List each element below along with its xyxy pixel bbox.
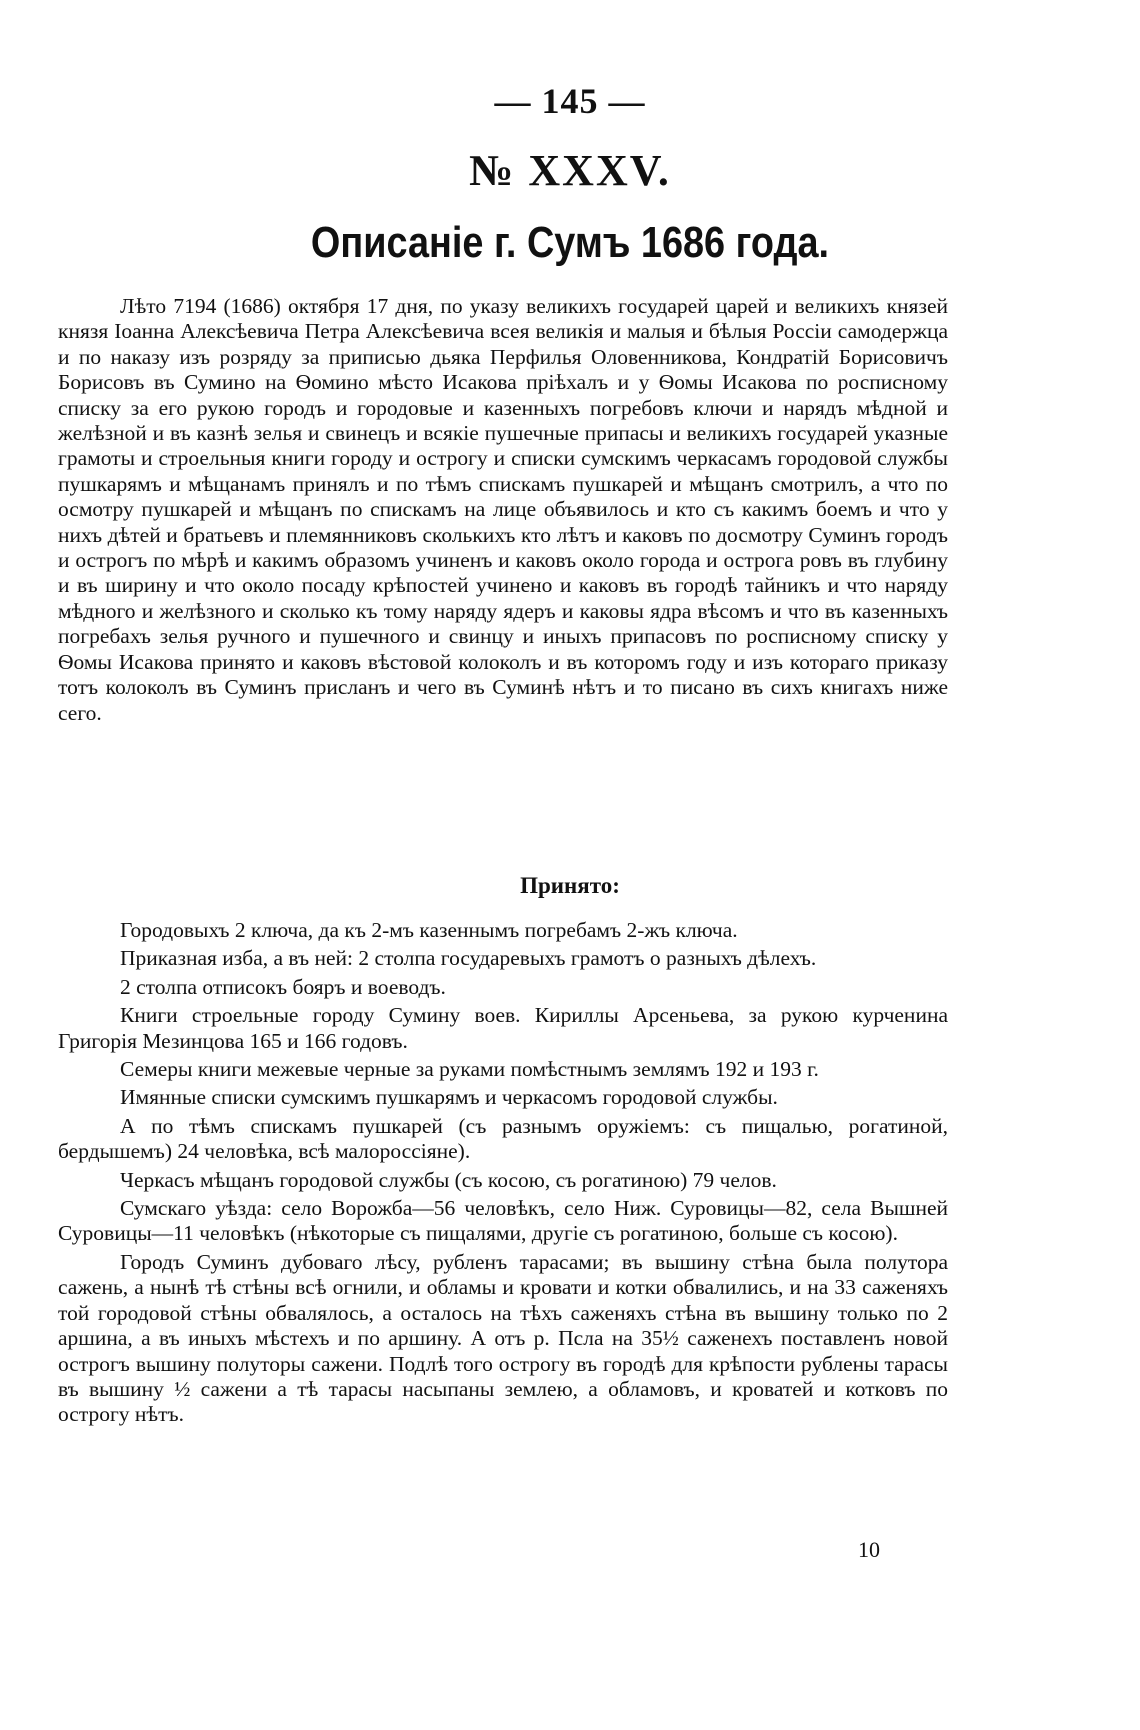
page-number: — 145 — — [494, 81, 646, 121]
inventory-entry-villages: Сумскаго уѣзда: село Ворожба—56 человѣкъ, село Ниж. Суровицы—82, села Вышней Суровицы—11 человѣкъ (нѣкоторые съ пищалями, другіе съ рогатиною, больше съ косою). — [58, 1196, 948, 1246]
sheet-signature: 10 — [858, 1537, 880, 1562]
inventory-entry-name-lists: Имянные списки сумскимъ пушкарямъ и черкасомъ городовой службы. — [120, 1085, 778, 1110]
inventory-entry-land-books: Семеры книги межевые черные за руками помѣстнымъ землямъ 192 и 193 г. — [120, 1057, 819, 1082]
document-number: № XXXV. — [469, 146, 671, 195]
inventory-entry-office-hut: Приказная изба, а въ ней: 2 столпа государевыхъ грамотъ о разныхъ дѣлехъ. — [120, 946, 817, 971]
inventory-entry-keys: Городовыхъ 2 ключа, да къ 2-мъ казеннымъ погребамъ 2-жъ ключа. — [120, 918, 738, 942]
inventory-entry-townsmen: Черкасъ мѣщанъ городовой службы (съ косою, съ рогатиною) 79 челов. — [120, 1167, 777, 1192]
intro-paragraph: Лѣто 7194 (1686) октября 17 дня, по указу великихъ государей царей и великихъ князей князя Іоанна Алексѣевича Петра Алексѣевича всея великія и малыя и бѣлыя Россіи самодержца и по наказу изъ розряду за приписью дьяка Перфилья Оловенникова, Кондратій Борисовичъ Борисовъ въ Сумино на Ѳомино мѣсто Исакова пріѣхалъ и у Ѳомы Исакова по росписному списку за его рукою городъ и городовые и казенныхъ погребовъ ключи и нарядъ мѣдной и желѣзной и въ казнѣ зелья и свинецъ и всякіе пушечные припасы и великихъ государей указные грамоты и строельныя книги городу и острогу и списки сумскимъ черкасамъ городовой службы пушкарямъ и мѣщанамъ принялъ и по тѣмъ спискамъ пушкарей и мѣщанъ смотрилъ, а что по осмотру пушкарей и мѣщанъ по спискамъ на лице объявилось и кто съ какимъ боемъ и что у нихъ дѣтей и братьевъ и племянниковъ сколькихъ кто лѣтъ и каковъ по досмотру Суминъ городъ и острогъ по мѣрѣ и какимъ образомъ учиненъ и каковъ около города и острога ровъ въ глубину и въ ширину и что около посаду крѣпостей учинено и каковъ въ городѣ тайникъ и что наряду мѣдного и желѣзного и сколько къ тому наряду ядеръ и каковы ядра вѣсомъ и что въ казенныхъ погребахъ зелья ручного и пушечного и свинцу и иныхъ припасовъ по росписному списку у Ѳомы Исакова принято и каковъ вѣстовой колоколъ и въ которомъ году и изъ котораго приказу тотъ колоколъ въ Суминъ присланъ и чего въ Суминѣ нѣтъ и то писано въ сихъ книгахъ ниже сего. — [58, 294, 948, 725]
section-heading: Принято: — [520, 873, 620, 898]
inventory-list — [58, 918, 948, 1431]
inventory-entry-fortress-description: Городъ Суминъ дубоваго лѣсу, рубленъ тарасами; въ вышину стѣна была полутора сажень, а нынѣ тѣ стѣны всѣ огнили, и обламы и кровати и котки обвалились, и на 33 саженяхъ той городовой стѣны обвалялось, а осталось на тѣхъ саженяхъ стѣна въ вышину только по 2 аршина, а въ иныхъ мѣстехъ и по аршину. А отъ р. Псла на 35½ саженехъ поставленъ новой острогъ вышину полуторы сажени. Подлѣ того острогу въ городѣ для крѣпости рублены тарасы въ вышину ½ сажени а тѣ тарасы насыпаны землею, а обламовъ, и кроватей и котковъ по острогу нѣтъ. — [58, 1249, 948, 1427]
document-title: Описаніе г. Сумъ 1686 года. — [310, 218, 830, 267]
inventory-entry-boyar-reports: 2 столпа отписокъ бояръ и воеводъ. — [120, 974, 446, 999]
inventory-entry-construction-books: Книги строельные городу Сумину воев. Кириллы Арсеньева, за рукою курченина Григорія Мезинцова 165 и 166 годовъ. — [58, 1003, 948, 1053]
inventory-entry-gunners: А по тѣмъ спискамъ пушкарей (съ разнымъ оружіемъ: съ пищалью, рогатиной, бердышемъ) 24 человѣка, всѣ малороссіяне). — [58, 1113, 948, 1164]
